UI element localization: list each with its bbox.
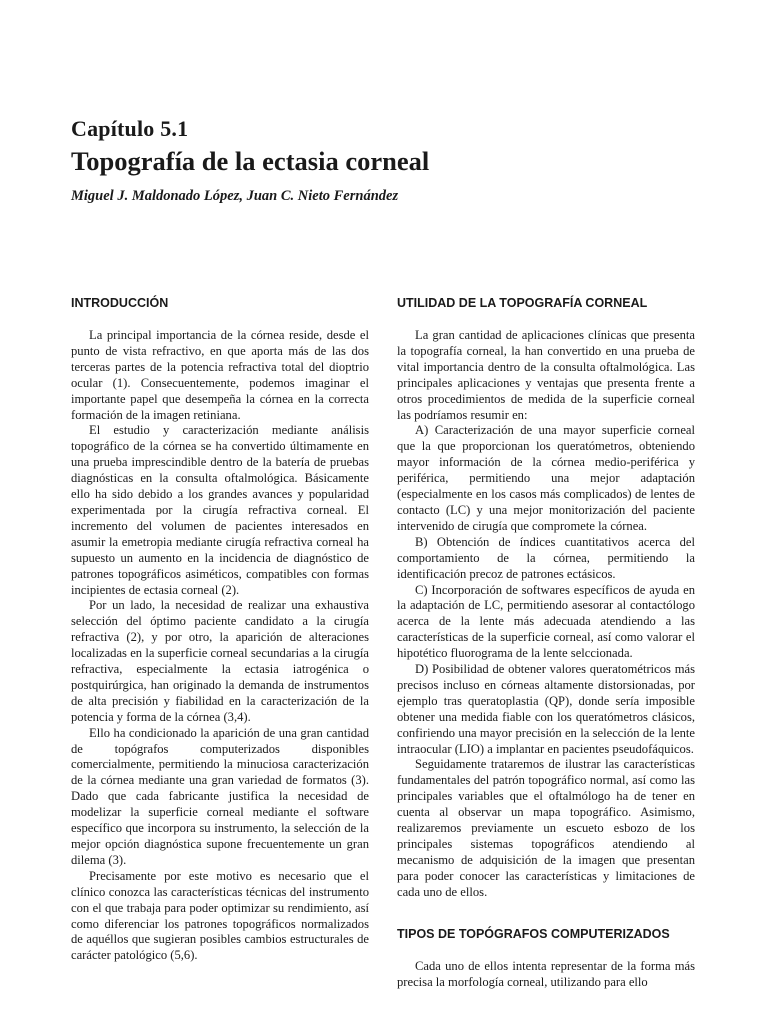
- chapter-title: Topografía de la ectasia corneal: [71, 146, 430, 176]
- utilidad-paragraph: D) Posibilidad de obtener valores queratométricos más precisos incluso en córneas altamente distorsionadas, por ejemplo tras queratoplastia (QP), donde sería imposible obtener una medida fiable con los queratómetros clásicos, confiriendo una mayor precisión en la selección de la lente intraocular (LIO) a implantar en pacientes pseudofáquicos.: [397, 662, 695, 756]
- utilidad-paragraph: C) Incorporación de softwares específicos de ayuda en la adaptación de LC, permitiendo asesorar al contactólogo acerca de la lente más adecuada atendiendo a las características de la superficie corneal, así como valorar el hipotético fluorograma de la lente selccionada.: [397, 582, 695, 661]
- right-column: [397, 296, 695, 990]
- intro-paragraph: La principal importancia de la córnea reside, desde el punto de vista refractivo, en que aporta más de las dos terceras partes de la potencia refractiva total del dioptrio ocular (1). Consecuentemente, podemos imaginar el importante papel que desempeña la córnea en la correcta formación de la imagen retiniana.: [71, 328, 369, 422]
- utilidad-paragraph: Seguidamente trataremos de ilustrar las características fundamentales del patrón topográfico normal, así como las principales variables que el oftalmólogo ha de tener en cuenta al observar un mapa topográfico. Asimismo, realizaremos previamente un escueto esbozo de los principales sistemas topográficos atendiendo al mecanismo de adquisición de la imagen que presentan para poder conocer las características y limitaciones de cada uno de ellos.: [397, 757, 695, 899]
- utilidad-paragraph: La gran cantidad de aplicaciones clínicas que presenta la topografía corneal, la han convertido en una prueba de vital importancia dentro de la consulta oftalmológica. Las principales aplicaciones y ventajas que presenta frente a otros procedimientos de medida de la superficie corneal las podríamos resumir en:: [397, 328, 695, 422]
- left-column: [71, 296, 369, 964]
- section-heading-tipos: TIPOS DE TOPÓGRAFOS COMPUTERIZADOS: [397, 926, 670, 941]
- intro-paragraph: Precisamente por este motivo es necesario que el clínico conozca las características técnicas del instrumento con el que trabaja para poder optimizar su rendimiento, así como diferenciar los patrones topográficos normalizados de aquéllos que sugieran posibles cambios estructurales de carácter patológico (5,6).: [71, 868, 369, 963]
- chapter-label: Capítulo 5.1: [71, 116, 189, 141]
- authors-line: Miguel J. Maldonado López, Juan C. Nieto Fernández: [71, 188, 399, 204]
- section-heading-utilidad: UTILIDAD DE LA TOPOGRAFÍA CORNEAL: [397, 296, 648, 310]
- utilidad-paragraph: B) Obtención de índices cuantitativos acerca del comportamiento de la córnea, permitiendo la identificación precoz de patrones ectásicos.: [397, 534, 695, 581]
- utilidad-paragraph: A) Caracterización de una mayor superficie corneal que la que proporcionan los queratómetros, obteniendo mayor información de la córnea medio-periférica y periférica, permitiendo una mejor adaptación (especialmente en los casos más complicados) de lentes de contacto (LC) y una mejor monitorización del paciente intervenido de cirugía que compromete la córnea.: [397, 423, 695, 533]
- tipos-paragraph: Cada uno de ellos intenta representar de la forma más precisa la morfología corneal, utilizando para ello: [397, 958, 695, 989]
- intro-paragraph: El estudio y caracterización mediante análisis topográfico de la córnea se ha convertido últimamente en una prueba imprescindible dentro de la batería de pruebas diagnósticas en la consulta oftalmológica. Básicamente ello ha sido debido a los grandes avances y popularidad experimentada por la cirugía refractiva corneal. El incremento del volumen de pacientes interesados en asumir la emetropia mediante cirugía refractiva corneal ha supuesto un aumento en la incidencia de diagnóstico de patrones topográficos asiméticos, compatibles con formas incipientes de ectasia corneal (2).: [71, 423, 369, 597]
- intro-paragraph: Por un lado, la necesidad de realizar una exhaustiva selección del óptimo paciente candidato a la cirugía refractiva (2), y por otro, la aparición de alteraciones localizadas en la superficie corneal secundarias a la cirugía refractiva, especialmente la ectasia iatrogénica o postquirúrgica, han originado la demanda de instrumentos de alta precisión y fiabilidad en la caracterización de la potencia y forma de la córnea (3,4).: [71, 598, 369, 724]
- section-heading-introduccion: INTRODUCCIÓN: [71, 296, 169, 310]
- intro-paragraph: Ello ha condicionado la aparición de una gran cantidad de topógrafos computerizados disponibles comercialmente, permitiendo la minuciosa caracterización de la córnea mediante una gran variedad de formatos (3). Dado que cada fabricante justifica la necesidad de modelizar la superficie corneal mediante el software específico que incorpora su instrumento, la selección de la mejor opción diagnóstica supone frecuentemente un gran dilema (3).: [71, 725, 369, 867]
